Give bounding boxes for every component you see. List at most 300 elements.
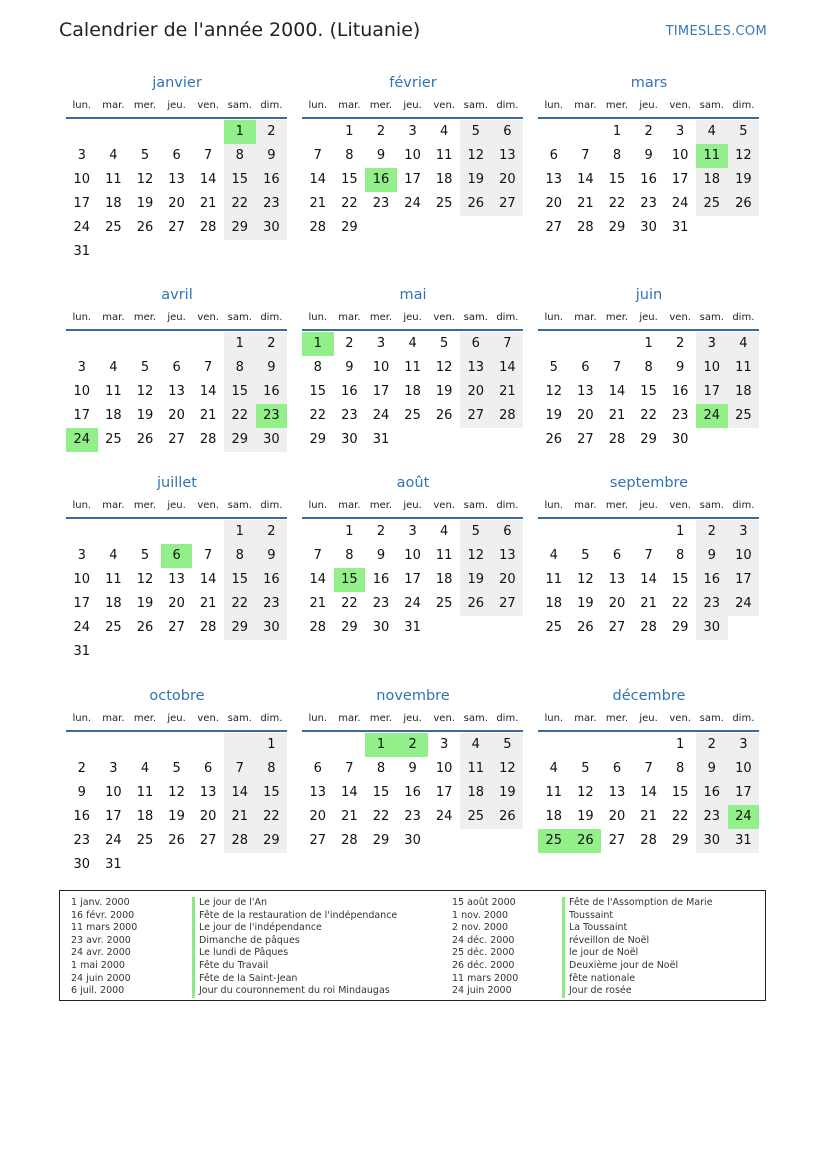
day-cell: 22 [224, 404, 256, 428]
empty-cell [161, 332, 193, 356]
day-cell: 1 [644, 336, 653, 351]
day-cell: 21 [608, 408, 626, 423]
weekday-label: dim. [260, 713, 283, 724]
day-grid [302, 332, 524, 452]
day-cell: 2 [345, 336, 354, 351]
day-cell: 11 [435, 548, 453, 563]
day-cell: 2 [256, 520, 288, 544]
day-cell: 15 [334, 568, 366, 592]
empty-cell [302, 520, 334, 544]
day-cell: 4 [460, 733, 492, 757]
weekday-label: sam. [227, 312, 252, 323]
day-grid [302, 520, 524, 640]
day-cell: 24 [66, 428, 98, 452]
day-cell: 10 [728, 757, 760, 781]
legend-holiday-name: Le jour de l'An [192, 897, 397, 910]
day-cell: 23 [341, 408, 358, 423]
month-calendar [66, 685, 288, 877]
day-cell: 14 [199, 384, 217, 399]
month-name: février [389, 75, 437, 91]
day-cell: 6 [612, 761, 622, 776]
day-cell: 18 [545, 809, 563, 824]
day-cell: 7 [204, 360, 213, 375]
empty-cell [98, 332, 130, 356]
day-cell: 7 [204, 548, 213, 563]
day-cell: 2 [376, 524, 386, 539]
weekday-label: lun. [72, 100, 92, 111]
day-cell: 15 [608, 172, 626, 187]
day-cell: 16 [671, 384, 689, 399]
weekday-label: ven. [669, 100, 691, 111]
month-calendar [302, 72, 524, 240]
day-cell: 6 [313, 761, 322, 776]
day-cell: 26 [136, 620, 154, 635]
day-cell: 10 [73, 172, 91, 187]
day-cell: 18 [460, 781, 492, 805]
empty-cell [224, 733, 256, 757]
day-cell: 11 [136, 785, 154, 800]
day-cell: 15 [372, 785, 390, 800]
weekday-label: jeu. [403, 500, 422, 511]
weekday-label: dim. [732, 100, 755, 111]
day-cell: 27 [577, 432, 594, 447]
day-cell: 14 [640, 785, 657, 800]
day-cell: 15 [341, 172, 358, 187]
day-cell: 23 [696, 592, 728, 616]
day-cell: 23 [73, 833, 91, 848]
day-cell: 4 [549, 548, 558, 563]
day-cell: 6 [549, 148, 558, 163]
day-cell: 8 [345, 548, 354, 563]
day-cell: 5 [581, 548, 590, 563]
day-cell: 2 [397, 733, 429, 757]
day-cell: 27 [545, 220, 563, 235]
day-cell: 10 [696, 356, 728, 380]
day-cell: 5 [140, 148, 150, 163]
empty-cell [129, 733, 161, 757]
day-cell: 10 [671, 148, 689, 163]
weekday-header [302, 308, 524, 328]
empty-cell [98, 120, 130, 144]
empty-cell [98, 733, 130, 757]
weekday-label: jeu. [403, 100, 422, 111]
empty-cell [98, 520, 130, 544]
page-title: Calendrier de l'année 2000. (Lituanie) [59, 19, 421, 41]
day-cell: 22 [640, 408, 657, 423]
day-cell: 22 [671, 809, 689, 824]
weekday-label: mer. [605, 500, 629, 511]
weekday-header [302, 709, 524, 729]
day-cell: 22 [256, 805, 288, 829]
day-cell: 28 [640, 833, 657, 848]
weekday-label: ven. [669, 312, 691, 323]
weekday-label: dim. [496, 312, 519, 323]
day-cell: 23 [696, 805, 728, 829]
day-cell: 7 [313, 548, 322, 563]
day-grid [538, 332, 760, 452]
day-cell: 29 [671, 833, 689, 848]
day-cell: 1 [676, 737, 685, 752]
day-cell: 14 [309, 572, 327, 587]
day-cell: 31 [404, 620, 421, 635]
day-cell: 9 [408, 761, 417, 776]
day-cell: 17 [404, 572, 421, 587]
day-cell: 29 [341, 220, 358, 235]
day-grid [302, 733, 524, 853]
day-cell: 30 [256, 216, 288, 240]
day-cell: 6 [172, 148, 181, 163]
weekday-label: lun. [308, 500, 328, 511]
day-cell: 22 [608, 196, 626, 211]
day-cell: 25 [105, 620, 122, 635]
day-cell: 16 [256, 380, 288, 404]
month-calendar [538, 284, 760, 452]
day-cell: 5 [440, 336, 449, 351]
day-cell: 30 [73, 857, 91, 872]
day-cell: 21 [224, 805, 256, 829]
day-cell: 28 [199, 620, 217, 635]
day-cell: 5 [172, 761, 181, 776]
day-cell: 12 [492, 757, 524, 781]
day-cell: 20 [608, 809, 626, 824]
header-rule [302, 730, 523, 732]
weekday-label: dim. [732, 500, 755, 511]
day-cell: 28 [341, 833, 358, 848]
month-calendar [302, 472, 524, 640]
day-cell: 27 [460, 404, 492, 428]
day-cell: 20 [608, 596, 626, 611]
day-cell: 8 [224, 144, 256, 168]
day-cell: 15 [224, 380, 256, 404]
day-cell: 9 [376, 548, 386, 563]
empty-cell [66, 520, 98, 544]
day-cell: 8 [224, 356, 256, 380]
empty-cell [538, 332, 570, 356]
day-cell: 25 [728, 404, 760, 428]
weekday-label: sam. [227, 500, 252, 511]
day-cell: 3 [77, 148, 86, 163]
day-cell: 26 [136, 220, 154, 235]
weekday-label: mar. [574, 100, 597, 111]
day-cell: 30 [671, 432, 689, 447]
day-cell: 1 [345, 524, 354, 539]
empty-cell [161, 120, 193, 144]
day-cell: 4 [549, 761, 558, 776]
header-rule [302, 517, 523, 519]
day-cell: 6 [612, 548, 622, 563]
day-cell: 30 [640, 220, 657, 235]
day-cell: 11 [460, 757, 492, 781]
day-cell: 14 [224, 781, 256, 805]
weekday-label: dim. [732, 713, 755, 724]
day-cell: 24 [105, 833, 122, 848]
weekday-label: sam. [227, 100, 252, 111]
weekday-label: lun. [544, 713, 564, 724]
day-grid [538, 733, 760, 853]
day-cell: 26 [728, 192, 760, 216]
weekday-label: lun. [72, 713, 92, 724]
day-grid [538, 520, 760, 640]
weekday-label: jeu. [167, 500, 186, 511]
day-cell: 17 [435, 785, 453, 800]
day-cell: 23 [372, 196, 390, 211]
weekday-header [66, 496, 288, 516]
day-cell: 26 [136, 432, 154, 447]
day-cell: 27 [608, 833, 626, 848]
weekday-label: dim. [496, 713, 519, 724]
day-cell: 18 [696, 168, 728, 192]
day-cell: 10 [435, 761, 453, 776]
weekday-label: sam. [463, 713, 488, 724]
header-rule [66, 329, 287, 331]
day-cell: 27 [199, 833, 217, 848]
header-rule [538, 517, 759, 519]
day-cell: 7 [345, 761, 354, 776]
day-cell: 5 [460, 520, 492, 544]
weekday-label: ven. [669, 713, 691, 724]
weekday-header [538, 496, 760, 516]
day-cell: 17 [728, 568, 760, 592]
day-cell: 21 [309, 196, 327, 211]
day-cell: 26 [545, 432, 563, 447]
month-name: juillet [157, 475, 197, 491]
day-cell: 28 [199, 432, 217, 447]
legend-left-names [192, 897, 397, 998]
day-cell: 3 [376, 336, 386, 351]
day-cell: 30 [341, 432, 358, 447]
month-calendar [302, 685, 524, 853]
weekday-label: ven. [197, 312, 219, 323]
day-cell: 12 [460, 144, 492, 168]
weekday-label: dim. [260, 500, 283, 511]
day-cell: 27 [168, 432, 185, 447]
day-cell: 16 [341, 384, 358, 399]
weekday-label: mer. [133, 500, 157, 511]
weekday-label: dim. [496, 100, 519, 111]
weekday-label: ven. [433, 500, 455, 511]
empty-cell [66, 120, 98, 144]
day-cell: 16 [372, 572, 390, 587]
weekday-label: ven. [433, 312, 455, 323]
day-cell: 25 [460, 805, 492, 829]
day-cell: 23 [256, 592, 288, 616]
day-cell: 12 [577, 572, 594, 587]
day-cell: 19 [136, 596, 154, 611]
day-cell: 8 [376, 761, 386, 776]
legend-holiday-name: Fête du Travail [192, 960, 397, 973]
day-cell: 25 [538, 829, 570, 853]
day-cell: 1 [256, 733, 288, 757]
day-cell: 30 [696, 829, 728, 853]
day-cell: 22 [224, 592, 256, 616]
weekday-label: lun. [308, 312, 328, 323]
day-cell: 18 [435, 572, 453, 587]
day-cell: 20 [492, 168, 524, 192]
day-cell: 25 [105, 432, 122, 447]
weekday-label: jeu. [167, 713, 186, 724]
day-cell: 16 [696, 568, 728, 592]
day-cell: 31 [671, 220, 689, 235]
day-cell: 25 [696, 192, 728, 216]
day-cell: 18 [105, 596, 122, 611]
weekday-label: sam. [699, 312, 724, 323]
month-name: mai [399, 287, 427, 303]
empty-cell [66, 733, 98, 757]
legend-date: 24 déc. 2000 [452, 934, 515, 946]
day-cell: 6 [492, 520, 524, 544]
month-name: mars [630, 75, 668, 91]
day-cell: 21 [199, 196, 217, 211]
header-rule [66, 117, 287, 119]
weekday-label: lun. [72, 500, 92, 511]
day-cell: 13 [168, 572, 185, 587]
header-rule [66, 730, 287, 732]
day-cell: 29 [671, 620, 689, 635]
day-cell: 13 [168, 172, 185, 187]
day-cell: 18 [545, 596, 563, 611]
day-cell: 30 [404, 833, 421, 848]
legend-holiday-name: réveillon de Noël [562, 935, 713, 948]
day-cell: 31 [728, 829, 760, 853]
day-cell: 24 [435, 809, 453, 824]
day-cell: 24 [372, 408, 390, 423]
day-cell: 19 [577, 809, 594, 824]
weekday-header [538, 96, 760, 116]
weekday-label: jeu. [403, 312, 422, 323]
day-cell: 28 [199, 220, 217, 235]
day-cell: 21 [199, 596, 217, 611]
empty-cell [601, 733, 633, 757]
day-cell: 9 [676, 360, 685, 375]
day-cell: 28 [492, 404, 524, 428]
legend-date: 11 mars 2000 [71, 922, 138, 934]
weekday-label: dim. [260, 312, 283, 323]
day-cell: 19 [577, 596, 594, 611]
day-cell: 26 [492, 805, 524, 829]
day-cell: 21 [309, 596, 327, 611]
site-link[interactable]: TIMESLES.COM [665, 24, 767, 39]
weekday-label: jeu. [167, 312, 186, 323]
day-cell: 26 [577, 620, 594, 635]
day-cell: 19 [460, 168, 492, 192]
empty-cell [570, 332, 602, 356]
day-cell: 7 [581, 148, 590, 163]
day-cell: 3 [728, 733, 760, 757]
day-cell: 21 [640, 809, 657, 824]
day-cell: 5 [728, 120, 760, 144]
legend-date: 25 déc. 2000 [452, 947, 515, 959]
day-cell: 16 [365, 168, 397, 192]
weekday-label: sam. [699, 100, 724, 111]
weekday-label: mar. [574, 312, 597, 323]
legend-holiday-name: Toussaint [562, 910, 713, 923]
weekday-label: dim. [496, 500, 519, 511]
day-cell: 14 [341, 785, 358, 800]
day-cell: 8 [313, 360, 322, 375]
day-cell: 21 [640, 596, 657, 611]
day-cell: 12 [435, 360, 453, 375]
day-cell: 4 [109, 148, 118, 163]
day-cell: 10 [404, 148, 421, 163]
day-cell: 9 [696, 757, 728, 781]
day-cell: 4 [408, 336, 417, 351]
day-cell: 1 [676, 524, 685, 539]
day-cell: 27 [492, 192, 524, 216]
legend-date: 6 juil. 2000 [71, 985, 125, 997]
empty-cell [538, 733, 570, 757]
day-grid [538, 120, 760, 240]
day-cell: 15 [309, 384, 327, 399]
day-cell: 2 [644, 124, 653, 139]
day-cell: 8 [644, 360, 653, 375]
day-cell: 5 [492, 733, 524, 757]
day-cell: 7 [204, 148, 213, 163]
header-rule [538, 117, 759, 119]
day-cell: 1 [224, 520, 256, 544]
day-cell: 6 [172, 360, 181, 375]
weekday-label: mar. [338, 500, 361, 511]
month-calendar [66, 284, 288, 452]
weekday-header [66, 308, 288, 328]
weekday-label: mar. [102, 713, 125, 724]
day-cell: 7 [492, 332, 524, 356]
empty-cell [129, 332, 161, 356]
month-calendar [302, 284, 524, 452]
day-cell: 20 [460, 380, 492, 404]
month-calendar [538, 472, 760, 640]
day-cell: 6 [581, 360, 590, 375]
day-cell: 12 [728, 144, 760, 168]
day-cell: 10 [73, 572, 91, 587]
day-cell: 21 [199, 408, 217, 423]
day-cell: 12 [545, 384, 563, 399]
day-cell: 13 [492, 544, 524, 568]
day-cell: 18 [105, 408, 122, 423]
day-cell: 22 [341, 196, 358, 211]
day-cell: 19 [492, 781, 524, 805]
day-cell: 1 [224, 332, 256, 356]
day-cell: 25 [136, 833, 154, 848]
day-cell: 9 [696, 544, 728, 568]
legend-date: 11 mars 2000 [452, 972, 519, 984]
holiday-legend [59, 890, 766, 1001]
day-cell: 11 [435, 148, 453, 163]
weekday-label: mer. [369, 713, 393, 724]
day-cell: 19 [136, 408, 154, 423]
day-cell: 4 [728, 332, 760, 356]
header-rule [302, 329, 523, 331]
day-cell: 9 [256, 544, 288, 568]
day-cell: 31 [73, 644, 91, 659]
legend-holiday-name: Jour de rosée [562, 985, 713, 998]
day-cell: 7 [612, 360, 622, 375]
weekday-label: ven. [197, 100, 219, 111]
legend-right-names [562, 897, 713, 998]
day-cell: 3 [728, 520, 760, 544]
day-cell: 5 [581, 761, 590, 776]
day-cell: 7 [224, 757, 256, 781]
day-cell: 14 [199, 572, 217, 587]
weekday-label: mar. [574, 500, 597, 511]
day-cell: 2 [77, 761, 86, 776]
legend-holiday-name: Dimanche de pâques [192, 935, 397, 948]
day-cell: 7 [644, 761, 653, 776]
day-cell: 11 [404, 360, 421, 375]
day-cell: 27 [492, 592, 524, 616]
day-cell: 20 [492, 568, 524, 592]
day-cell: 15 [671, 572, 689, 587]
weekday-label: mar. [102, 312, 125, 323]
